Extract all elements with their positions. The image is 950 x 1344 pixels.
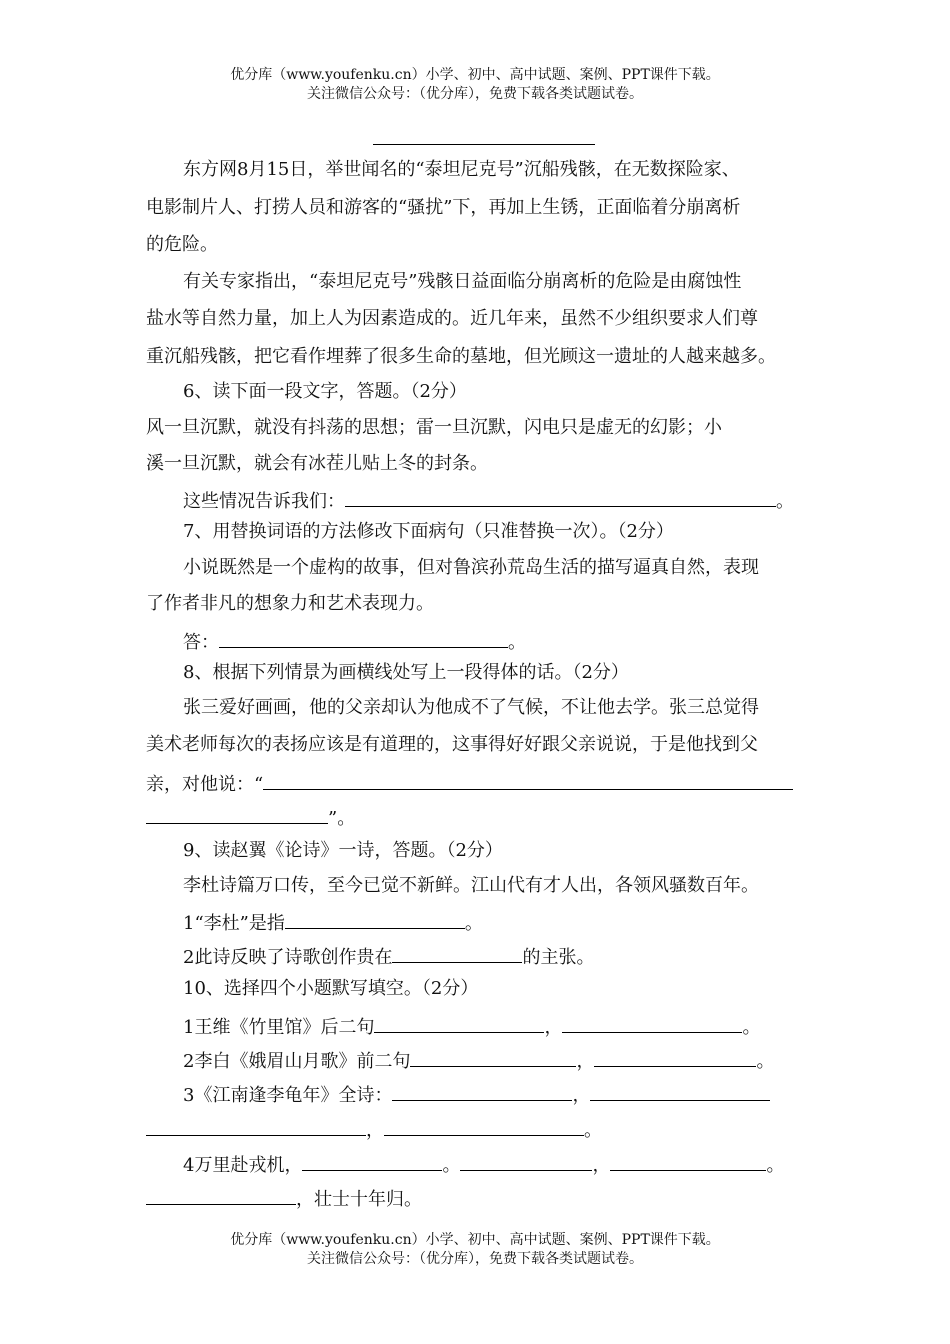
q7-prompt: 答： [183, 632, 219, 653]
q6-text-line2: 溪一旦沉默，就会有冰茬儿贴上冬的封条。 [146, 453, 488, 474]
q10-item4 [183, 1151, 784, 1178]
passage-p1-line1: 东方网8月15日，举世闻名的“泰坦尼克号”沉船残骸，在无数探险家、 [183, 159, 740, 180]
q10-item1 [183, 1013, 760, 1040]
comma: ， [544, 1017, 563, 1038]
q10-item3-cont [146, 1116, 602, 1143]
period: 。 [756, 1051, 775, 1072]
q10-item4-cont [146, 1185, 422, 1212]
q10-item3-blank-b[interactable] [590, 1081, 770, 1101]
q10-item2 [183, 1047, 774, 1074]
comma: ， [592, 1155, 611, 1176]
header-line-2: 关注微信公众号：（优分库），免费下载各类试题试卷。 [307, 86, 643, 102]
q10-title: 10、选择四个小题默写填空。（2分） [183, 978, 479, 999]
q8-text-line2: 美术老师每次的表扬应该是有道理的，这事得好好跟父亲说说，于是他找到父 [146, 734, 758, 755]
q8-end: ”。 [328, 808, 356, 829]
q10-item1-blank-b[interactable] [562, 1013, 742, 1033]
q7-text-line2: 了作者非凡的想象力和艺术表现力。 [146, 593, 434, 614]
q6-title: 6、读下面一段文字，答题。（2分） [183, 381, 467, 402]
header-line-1: 优分库（www.youfenku.cn）小学、初中、高中试题、案例、PPT课件下载。 [230, 67, 720, 83]
q7-answer-line [183, 628, 526, 655]
q9-sub2-prompt: 2此诗反映了诗歌创作贵在 [183, 947, 393, 968]
passage-p2-line1: 有关专家指出，“泰坦尼克号”残骸日益面临分崩离析的危险是由腐蚀性 [183, 271, 742, 292]
period: 。 [442, 1155, 461, 1176]
comma: ， [572, 1085, 591, 1106]
q7-end: 。 [508, 632, 526, 653]
period: 。 [766, 1155, 785, 1176]
q6-text-line1: 风一旦沉默，就没有抖荡的思想；雷一旦沉默，闪电只是虚无的幻影；小 [146, 417, 722, 438]
passage-p1-line3: 的危险。 [146, 234, 218, 255]
q10-item3-blank-a[interactable] [392, 1081, 572, 1101]
period: 。 [742, 1017, 761, 1038]
q10-item3-prompt: 3《江南逢李龟年》全诗： [183, 1085, 393, 1106]
q10-item3-blank-c[interactable] [146, 1116, 366, 1136]
header-rule [373, 144, 595, 145]
q8-lead: 亲，对他说：“ [146, 774, 264, 795]
q9-sub1-prompt: 1“李杜”是指 [183, 913, 285, 934]
q9-sub2 [183, 943, 594, 970]
passage-p2-line2: 盐水等自然力量，加上人为因素造成的。近几年来，虽然不少组织要求人们尊 [146, 308, 758, 329]
q6-end: 。 [776, 491, 794, 512]
footer-line-1: 优分库（www.youfenku.cn）小学、初中、高中试题、案例、PPT课件下载。 [230, 1232, 720, 1248]
q9-sub2-blank[interactable] [392, 943, 522, 963]
page-header [0, 66, 950, 104]
footer-line-2: 关注微信公众号：（优分库），免费下载各类试题试卷。 [307, 1251, 643, 1267]
q7-title: 7、用替换词语的方法修改下面病句（只准替换一次）。（2分） [183, 521, 674, 542]
q10-item4-blank-a[interactable] [302, 1151, 442, 1171]
q10-item2-blank-a[interactable] [410, 1047, 576, 1067]
q8-text-line3 [146, 770, 793, 797]
q10-item4-blank-c[interactable] [610, 1151, 766, 1171]
q9-sub1-blank[interactable] [285, 909, 465, 929]
q8-answer-line2 [146, 804, 355, 831]
q7-text-line1: 小说既然是一个虚构的故事，但对鲁滨孙荒岛生活的描写逼真自然，表现 [183, 557, 759, 578]
q10-item1-prompt: 1王维《竹里馆》后二句 [183, 1017, 375, 1038]
q10-item3-blank-d[interactable] [384, 1116, 584, 1136]
q6-answer-blank[interactable] [345, 487, 776, 507]
q8-text-line1: 张三爱好画画，他的父亲却认为他成不了气候，不让他去学。张三总觉得 [183, 697, 759, 718]
page-footer [0, 1231, 950, 1269]
q10-item4-tail: ，壮士十年归。 [296, 1189, 422, 1210]
q6-prompt: 这些情况告诉我们： [183, 491, 345, 512]
q10-item4-blank-d[interactable] [146, 1185, 296, 1205]
q10-item1-blank-a[interactable] [374, 1013, 544, 1033]
q10-item2-prompt: 2李白《娥眉山月歌》前二句 [183, 1051, 411, 1072]
q6-answer-line [183, 487, 794, 514]
comma: ， [366, 1120, 384, 1141]
q9-sub1 [183, 909, 483, 936]
period: 。 [584, 1120, 602, 1141]
q10-item4-blank-b[interactable] [460, 1151, 592, 1171]
q9-poem: 李杜诗篇万口传，至今已觉不新鲜。江山代有才人出，各领风骚数百年。 [183, 875, 759, 896]
q8-title: 8、根据下列情景为画横线处写上一段得体的话。（2分） [183, 662, 629, 683]
q9-title: 9、读赵翼《论诗》一诗，答题。（2分） [183, 840, 503, 861]
passage-p1-line2: 电影制片人、打捞人员和游客的“骚扰”下，再加上生锈，正面临着分崩离析 [146, 197, 741, 218]
q9-sub2-end: 的主张。 [522, 947, 595, 968]
q10-item2-blank-b[interactable] [594, 1047, 756, 1067]
q7-answer-blank[interactable] [219, 628, 508, 648]
q10-item3 [183, 1081, 770, 1108]
q9-sub1-end: 。 [464, 913, 483, 934]
passage-p2-line3: 重沉船残骸，把它看作埋葬了很多生命的墓地，但光顾这一遗址的人越来越多。 [146, 346, 776, 367]
q10-item4-prompt: 4万里赴戎机， [183, 1155, 303, 1176]
q8-answer-blank-1[interactable] [263, 770, 793, 790]
comma: ， [576, 1051, 595, 1072]
q8-answer-blank-2[interactable] [146, 804, 328, 824]
